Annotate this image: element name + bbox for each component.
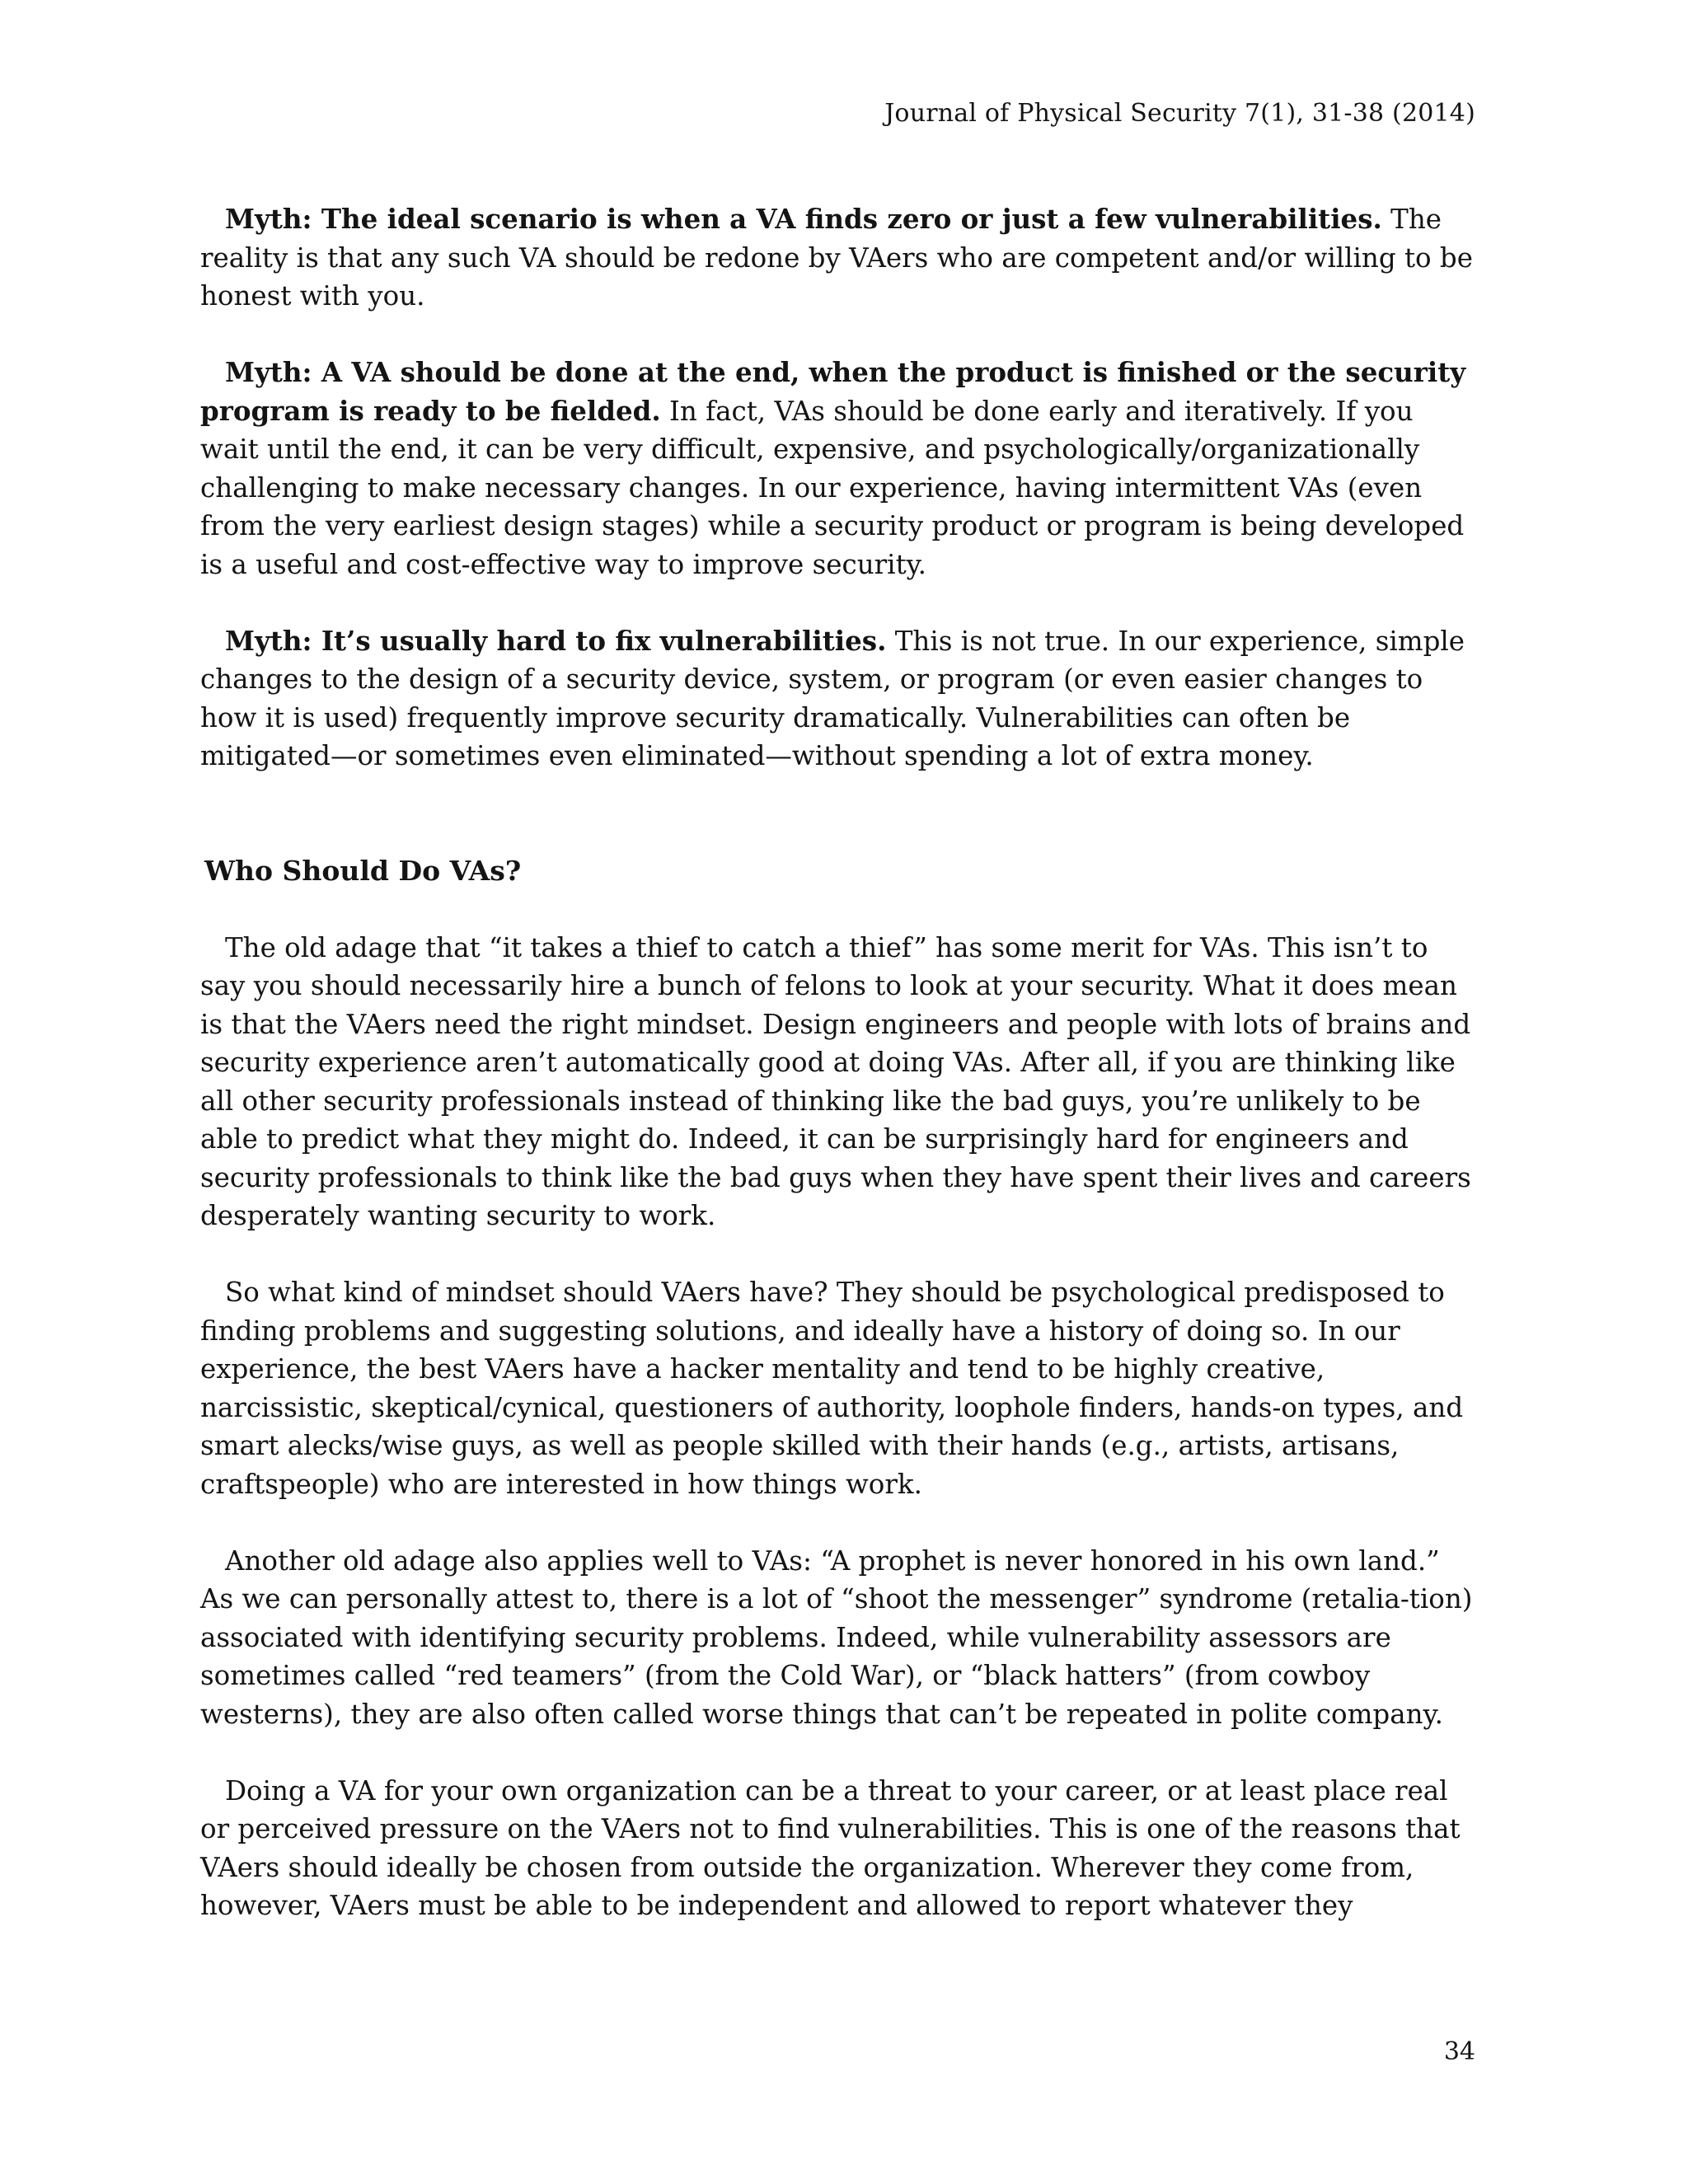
myth-text: In fact, VAs should be done early and iteratively. If you wait until the end, it can be very difficult, expensive, and psychologically/organizationally challenging to make necessary changes. In our experience, having intermittent VAs (even from the very earliest design stages) while a security product or program is being developed is a useful and cost-effective way to improve security.	[200, 395, 1465, 580]
body-paragraph: So what kind of mindset should VAers have? They should be psychological predisposed to finding problems and suggesting solutions, and ideally have a history of doing so. In our experience, the best VAers have a hacker mentality and tend to be highly creative, narcissistic, skeptical/cynical, questioners of authority, loophole finders, hands-on types, and smart alecks/wise guys, as well as people skilled with their hands (e.g., artists, artisans, craftspeople) who are interested in how things work.	[200, 1277, 1464, 1500]
myth-text: The reality is that any such VA should be redone by VAers who are competent and/or willing to be honest with you.	[200, 204, 1473, 312]
section-heading: Who Should Do VAs?	[204, 854, 522, 887]
myth-lead: Myth: The ideal scenario is when a VA finds zero or just a few vulnerabilities.	[225, 203, 1382, 235]
article-body	[200, 200, 1474, 1963]
myth-lead: Myth: A VA should be done at the end, when the product is finished or the security program is ready to be fielded.	[200, 356, 1466, 427]
body-paragraph: Doing a VA for your own organization can be a threat to your career, or at least place real or perceived pressure on the VAers not to find vulnerabilities. This is one of the reasons that VAers should ideally be chosen from outside the organization. Wherever they come from, however, VAers must be able to be independent and allowed to report whatever they	[200, 1774, 1461, 1921]
body-paragraph: The old adage that “it takes a thief to catch a thief” has some merit for VAs. This isn’t to say you should necessarily hire a bunch of felons to look at your security. What it does mean is that the VAers need the right mindset. Design engineers and people with lots of brains and security experience aren’t automatically good at doing VAs. After all, if you are thinking like all other security professionals instead of thinking like the bad guys, you’re unlikely to be able to predict what they might do. Indeed, it can be surprisingly hard for engineers and security professionals to think like the bad guys when they have spent their lives and careers desperately wanting security to work.	[200, 931, 1471, 1231]
myth-paragraph	[200, 200, 1474, 316]
myth-paragraph	[200, 354, 1474, 583]
body-paragraph: Another old adage also applies well to VAs: “A prophet is never honored in his own land.” As we can personally attest to, there is a lot of “shoot the messenger” syndrome (retalia-tion) associated with identifying security problems. Indeed, while vulnerability assessors are sometimes called “red teamers” (from the Cold War), or “black hatters” (from cowboy westerns), they are also often called worse things that can’t be repeated in polite company.	[200, 1544, 1473, 1730]
myth-text: This is not true. In our experience, simple changes to the design of a security device, system, or program (or even easier changes to how it is used) frequently improve security dramatically. Vulnerabilities can often be mitigated—or sometimes even eliminated—without spending a lot of extra money.	[200, 625, 1465, 771]
myth-paragraph	[200, 622, 1474, 776]
running-header: Journal of Physical Security 7(1), 31-38 (2014)	[884, 99, 1475, 128]
page-number: 34	[1443, 2037, 1475, 2066]
myth-lead: Myth: It’s usually hard to fix vulnerabilities.	[225, 624, 887, 657]
